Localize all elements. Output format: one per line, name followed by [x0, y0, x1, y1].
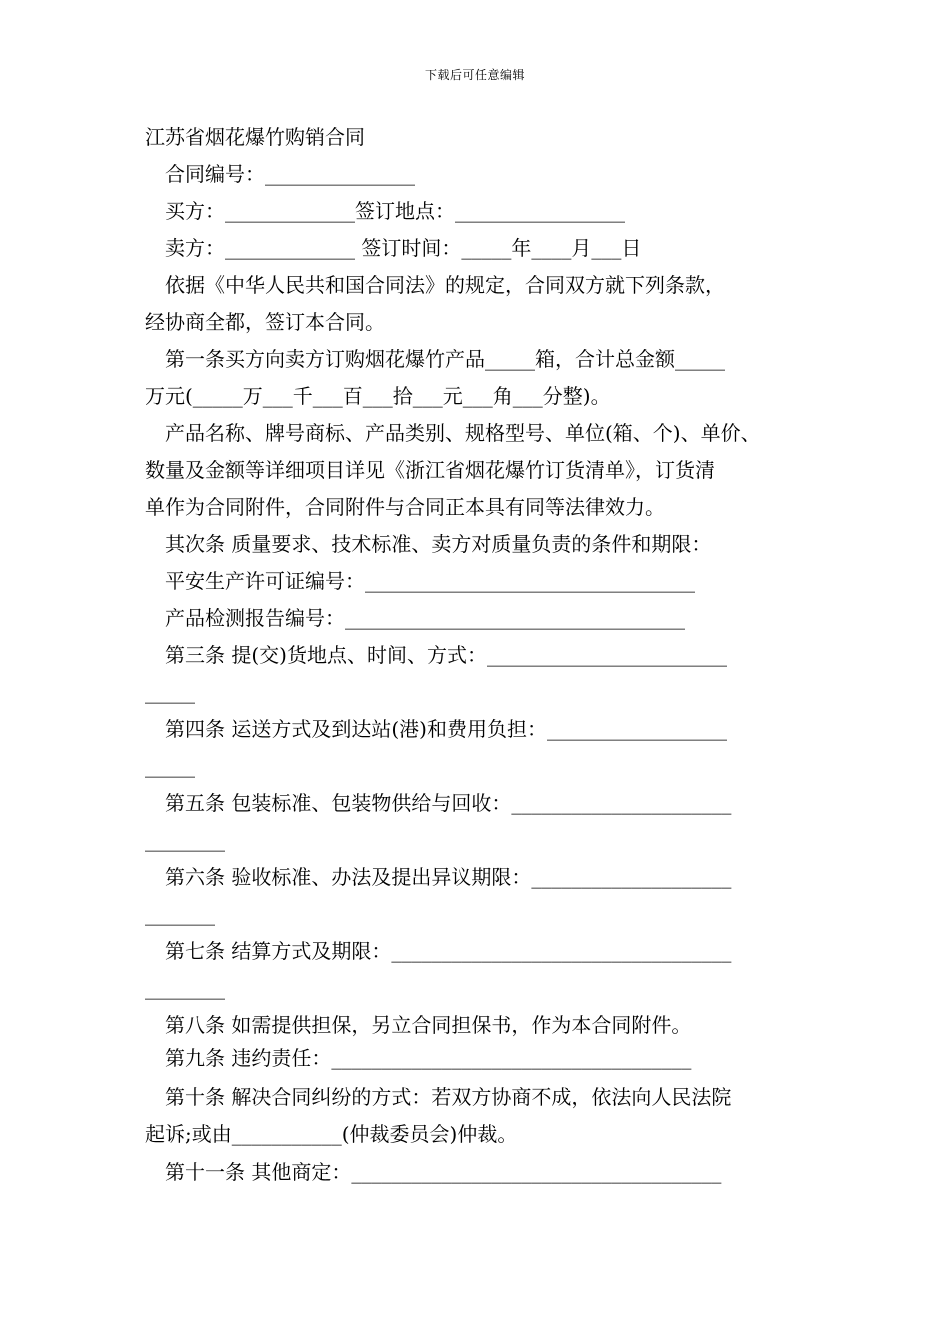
- inspection-report-line: 产品检测报告编号：__________________________________: [165, 606, 685, 630]
- article-9-line: 第九条 违约责任：____________________________________: [165, 1046, 692, 1070]
- article-4-line-1: 第四条 运送方式及到达站(港)和费用负担：__________________: [165, 717, 727, 741]
- product-details-line-1: 产品名称、牌号商标、产品类别、规格型号、单位(箱、个)、单价、: [165, 421, 761, 445]
- contract-number-line: 合同编号：_______________: [165, 162, 415, 186]
- article-2-line: 其次条 质量要求、技术标准、卖方对质量负责的条件和期限：: [165, 532, 712, 556]
- product-details-line-3: 单作为合同附件，合同附件与合同正本具有同等法律效力。: [145, 495, 665, 519]
- seller-line: 卖方：_____________ 签订时间：_____年____月___日: [165, 236, 642, 260]
- article-1-line-2: 万元(_____万___千___百___拾___元___角___分整)。: [145, 384, 611, 408]
- article-6-line-2: _______: [145, 902, 215, 926]
- article-3-line-1: 第三条 提(交)货地点、时间、方式：________________________: [165, 643, 727, 667]
- preamble-line-1: 依据《中华人民共和国合同法》的规定，合同双方就下列条款，: [165, 273, 725, 297]
- article-11-line: 第十一条 其他商定：_____________________________________: [165, 1160, 722, 1184]
- buyer-line: 买方：_____________签订地点：_________________: [165, 199, 625, 223]
- preamble-line-2: 经协商全都，签订本合同。: [145, 310, 385, 334]
- article-8-line: 第八条 如需提供担保，另立合同担保书，作为本合同附件。: [165, 1013, 692, 1037]
- article-5-line-2: ________: [145, 828, 225, 852]
- article-5-line-1: 第五条 包装标准、包装物供给与回收：______________________: [165, 791, 732, 815]
- article-6-line-1: 第六条 验收标准、办法及提出异议期限：____________________: [165, 865, 732, 889]
- article-7-line-1: 第七条 结算方式及期限：__________________________________: [165, 939, 732, 963]
- document-title: 江苏省烟花爆竹购销合同: [145, 125, 365, 149]
- product-details-line-2: 数量及金额等详细项目详见《浙江省烟花爆竹订货清单》，订货清: [145, 458, 715, 482]
- page-header: 下载后可任意编辑: [424, 68, 525, 82]
- article-1-line-1: 第一条买方向卖方订购烟花爆竹产品_____箱，合计总金额_____: [165, 347, 725, 371]
- article-10-line-1: 第十条 解决合同纠纷的方式：若双方协商不成，依法向人民法院: [165, 1085, 732, 1109]
- article-7-line-2: ________: [145, 976, 225, 1000]
- article-4-line-2: _____: [145, 754, 195, 778]
- safety-license-line: 平安生产许可证编号：_________________________________: [165, 569, 695, 593]
- article-3-line-2: _____: [145, 680, 195, 704]
- article-10-line-2: 起诉;或由___________(仲裁委员会)仲裁。: [145, 1122, 518, 1146]
